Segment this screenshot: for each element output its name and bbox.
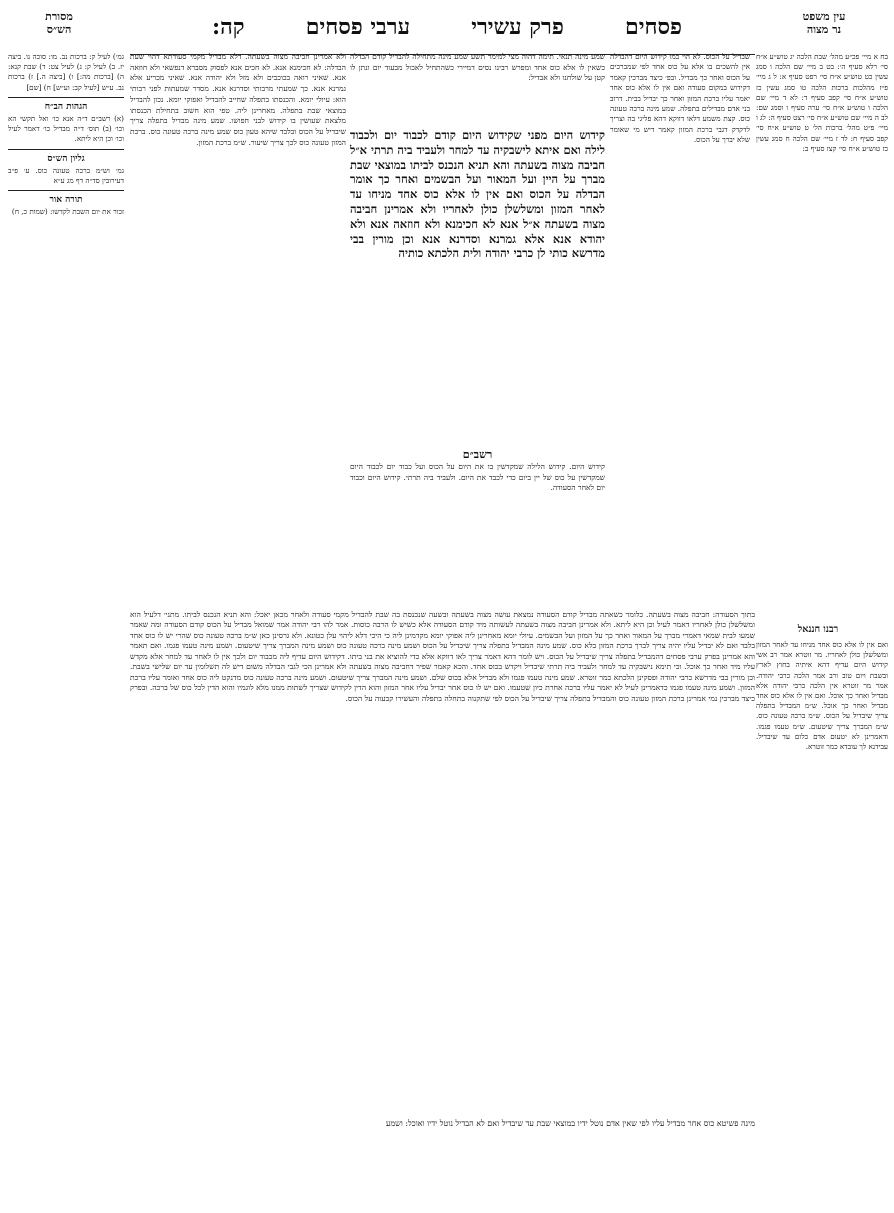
divider bbox=[8, 97, 124, 98]
rabbeinu-chananel-text: ואם אין לו אלא כוס אחד מניחו עד לאחר המזון ומשלשלן כולן לאחריו. מר זוטרא אמר רב אשי קידוש היום עדיף דהא איתיה בחוץ לארץ ובשבת ויום טוב ורב אמר הלכה כרבי יהודה. אמר מר זוטרא אין הלכה כרבי יהודה אלא מבדיל ואחר כך אוכל. ואם אין לו אלא כוס אחד מבדיל ואחר כך אוכל. ש״מ המבדיל בתפלה צריך שיבדיל על הכוס. ש״מ ברכה טעונה כוס. ש״מ המברך צריך שיטעום. ש״מ טעמו פגמו. ודאמרינן לא יטעום אדם כלום עד שיבדיל. עבידנא לך עובדא כמר זוטרא. bbox=[756, 640, 888, 752]
running-title bbox=[212, 14, 682, 42]
torah-or-notes: זכור את יום השבת לקדשו: (שמות כ, ח) bbox=[11, 207, 124, 217]
hagahot-heading: הגהות הב״ח bbox=[44, 101, 88, 112]
ein-mishpat-label: עין משפט נר מצוה bbox=[802, 10, 846, 36]
section-name: ערבי פסחים bbox=[305, 14, 411, 40]
gemara-main-text: קידוש היום מפני שקידוש היום קודם לכבוד יום ולכבוד לילה ואם איתא לישבקיה עד למחר ולעביד ביה תרתי א״ל חביבה מצוה בשעתה והא תניא הנכנס לביתו במוצאי שבת מברך על היין ועל המאור ועל הבשמים ואחר כך אומר הבדלה על הכוס ואם אין לו אלא כוס אחד מניחו עד לאחר המזון ומשלשלן כולן לאחריו ולא אמרינן חביבה מצוה בשעתה א״ל אנא לא חכימנא ולא חוזאה אנא ולא יהודא אנא אלא גמרנא וסדרנא אנא וכן מורין בבי מדרשא כותי לן כרבי יהודה ולית הלכתא כותיה bbox=[350, 128, 605, 261]
masoret-hashas-notes: גמ׳) לעיל ק: ברכות נב. מו: סוכה נו. ביצה יז. ב) לעיל ק: ג) לעיל צט: ד) שבת קנא: ה) [ברכות מה:] ו) [ביצה ה.] ז) ברכות נב. ע״ש [לעיל קב: וע״ש] ח) [שם] bbox=[8, 52, 124, 92]
folio-number: קה: bbox=[212, 14, 245, 40]
ein-mishpat-column: בח א מיי׳ פכ״ע מהל׳ שבת הלכה יג טוש״ע א״ח סי׳ רלא סעיף ה׳: בט ב מיי׳ שם הלכה ו סמג עשין כט טוש״ע א״ח סי׳ רפט סעיף א: ל ג מיי׳ פ״ז מהלכות ברכות הלכה טו סמג עשין כז טוש״ע א״ח סי׳ קפב סעיף ד: לא ד מיי׳ שם הלכה ו טוש״ע א״ח סי׳ ערה סעיף ו וסמג שם: לב ה מיי׳ שם טוש״ע א״ח סי׳ רצט סעיף ה: לג ו מיי׳ פ״ט מהל׳ ברכות הל׳ ט טוש״ע א״ח סי׳ קפב סעיף ח: לד ז מיי׳ שם הלכה ח סמג עשין כז טוש״ע א״ח סי׳ קצז סעיף ב: bbox=[756, 52, 888, 153]
masoret-label: מסורת הש״ס bbox=[45, 10, 73, 36]
tosafot-upper-left: ולא אמרינן חביבה מצוה בשעתה. דלא מבדיל מקמי סעודתא דהוי שעת הבדלה: לא חכימנא אנא. לא חכים אנא לפסוק מסברא דנפשאי ולא חוזאה אנא. שאיני רואה בכוכבים ולא מזל ולא יהודה אנא. שאיני מכריע אלא גמרנא אנא. כך שמעתי מרבותי וסדרנא אנא. מסדר שמעתות לפני רבותי הוא: עיולי יומא. והכנסתו בתפלה שחייב להבדיל ואפוקי יומא. נכון להבדיל במוצאי שבת בתפלה. מאחרינן ליה. טפי הוא חשוב בתחילת הכנסתו מלצאת שעושין בו קידוש לבני חפושו. שמע מינה מבדיל בתפלה צריך שיבדיל על הכוס ובלבד שיהא טעון כוס שמע מינה ברכה טעונה כוס. ברכת המזון טעונה כוס לכך צריך שיעור. ש״מ ברכת המזון. bbox=[130, 52, 346, 147]
divider bbox=[8, 190, 124, 191]
gilyon-notes: גמ׳ וש״מ ברכה טעונה כוס. ע׳ פ״ב דעירובין סד״ה דף מג ע״א bbox=[8, 165, 124, 186]
hagahot-notes: (א) רשב״ם ד״ה אנא כו׳ ואל תקשי הא וכו׳ (ב) תוס׳ ד״ה מבדיל כו׳ דאמר לעיל וכו׳ וכן היא ליתא. bbox=[8, 114, 124, 144]
commentary-upper-center: שמע מינה תנאי. תימה דהוה מצי למימר תשע שמע מינה מתחילה להבדיל קודם הבדלה כשאין לו אלא כוס אחד ומפרש רבינו נסים דמיירי כשהתחיל לאכול מבעוד יום ונתן לו קטן על שולחנו ולא אבדיל: bbox=[350, 52, 605, 83]
rabbeinu-chananel-heading: רבנו חננאל bbox=[797, 624, 839, 635]
left-margin-column bbox=[8, 52, 124, 222]
torah-or-heading: תורה אור bbox=[49, 195, 83, 206]
rashbam-heading: רשב״ם bbox=[462, 448, 493, 461]
rashbam-text: קידוש היום. קידוש הלילה שמקדשין בו את היום על הכוס ועל כבוד יום לכבוד היום שמקדשין על כוס של יין ביום כדי לכבד את היום. ולעביד ביה תרתי. קידוש היום וכבוד יום לאחר הסעודה. bbox=[350, 462, 605, 493]
tractate-name: פסחים bbox=[625, 14, 682, 40]
divider bbox=[8, 149, 124, 150]
footer-text: מינה פשיטא כוס אחר מבדיל עליו לפי שאין אדם נוטל ידיו במוצאי שבת עד שיבדיל ואם לא הבדיל נוטל ידיו ואוכל: ושמע bbox=[385, 1119, 755, 1128]
commentary-upper-right: שבדיל על הכוס. לא הוי כמו קידוש היום דהבדלה אין להשכים בו אלא על כוס אחד לפי שמברכים על הכוס ואחר כך מבדיל. ובפ׳ כיצד מברכין קאמר דקידוש במקום סעודה ואם אין לו אלא כוס אחד יאמר עליו ברכת המזון ואחר כך יבדיל בבית. דרוב בני אדם מבדילים בתפלה. שמע מינה ברכה טעונה כוס. קצת משמע דלאו דווקא דהא פליגי בה וצריך לדקדק דגבי ברכת המזון קאמר דיש מי שאומר שלא יברך על הכוס. bbox=[610, 52, 750, 145]
gilyon-heading: גליון הש״ס bbox=[47, 153, 85, 164]
page-header bbox=[0, 6, 894, 46]
lower-commentary: בתוך הסעודה: חביבה מצוה בשעתה. כלומר כשאתה מבדיל קודם הסעודה נמצאת עושה מצוה בשעתה ובשעה שנכנסת בה שבת להבדיל מקמי סעודה ולאחר מכאן יאכל: והא תניא הנכנס לביתו. מתני׳ דלעיל הוא ומשלשלן כולן לאחריו דאמר לעיל וכן היא ליתא. ולא אמרינן חביבה מצוה בשעתה לעשותה מיד קודם הסעודה אלא כשיש לו הרבה כוסות. אמר להו רבי יהודה אמר שמואל מבדיל על הכוס קודם הסעודה ומה שאמר שמעו לבית שמאי דאמרי מברך על המאור ואחר כך על המזון ועל הבשמים. עיולי יומא מאחרינן ליה אפוקי יומא מקדמינן ליה כי היכי דלא ליהוי עלן כטונא. ולא גרסינן כאן ש״מ ברכה טעונה כוס שהרי יש לו כוס אחד בלבד ואם לא יבדיל עליו יהיה צריך לברך ברכת המזון בלא כוס. שמע מינה המבדיל בתפלה צריך שיבדיל על הכוס ושמע מינה ברכה טעונה כוס ושמע מינה המברך צריך שיטעום. ושמע מינה טעמו פגמו. ואם תאמר והא אמרינן בפרק ערבי פסחים דהמבדיל בתפלה צריך שיבדיל על הכוס. ויש לומר דהא דאמר צריך לאו דווקא אלא כדי להוציא את בני ביתו. דקידוש היום עדיף ליה מכבוד יום ולכך אין לו לאחר עד למחר אלא מקדש עליו מיד ואחר כך אוכל. וכי תימא נישבקיה עד למחר ולעביד ביה תרתי שיבדיל ויקדש בכוס אחד. והכא קאמר שפיר דחביבה מצוה בשעתה ולא אמרינן הכי לגבי הבדלה משום דיש לה תשלומין עד יום שלישי בשבת. וכן מורין בבי מדרשא כרבי יהודה ופסקינן הלכתא כמר זוטרא. שמע מינה טעמו פגמו ולא מבדיל אלא בכוס שלם. ושמע מינה המברך צריך שיטעום. ושמע מינה ברכה טעונה כוס מדנקט ליה כוס אחד ואומר עליו ברכת המזון. ושמע מינה טעמו פגמו כדאמרינן לעיל לא יאמר עליו ברכה אחרת כיון שטעמו. ואם יש לו כוס אחר יבדיל עליו אחר המזון והוא הדין לקידוש שצריך לשתות ממנו מלא לוגמיו והוא הדין לכל כוס של ברכה. ובפרק כיצד מברכין נמי אמרינן ברכת המזון טעונה כוס והמבדיל בתפלה צריך שיבדיל על הכוס לפי שתקנוה בתחלה בתפלה והעשירו קבעוה על הכוס. bbox=[130, 610, 755, 703]
chapter-name: פרק עשירי bbox=[471, 14, 564, 40]
